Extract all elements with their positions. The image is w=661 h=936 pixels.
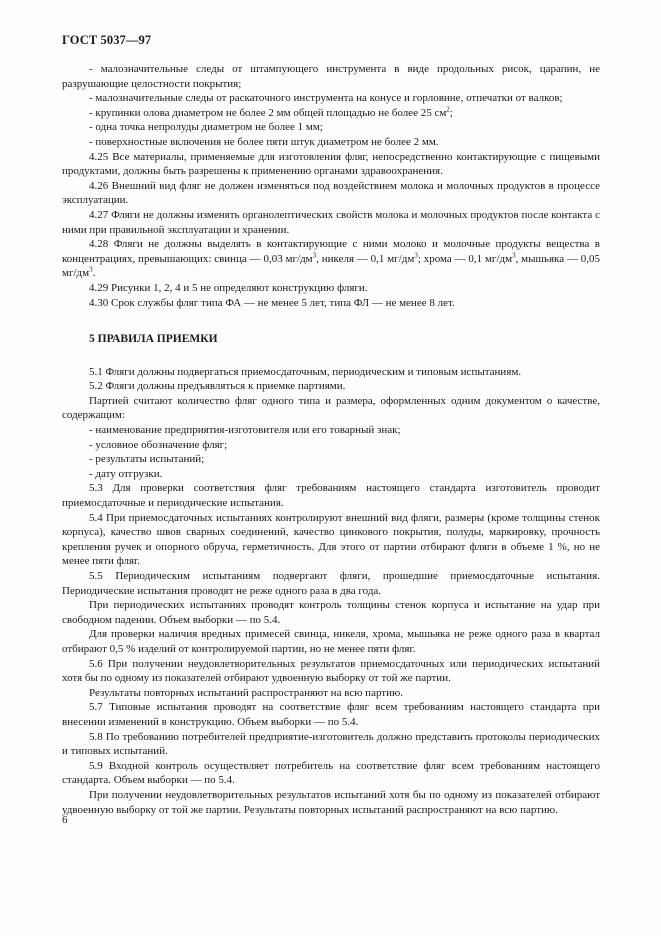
list-item: - условное обозначение фляг; — [89, 438, 228, 451]
clause-5-9: 5.9 Входной контроль осуществляет потребитель на соответствие фляг всем требованиям настоящего стандарта. Объем выборки — по 5.4. — [62, 759, 600, 787]
paragraph: При периодических испытаниях проводят контроль толщины стенок корпуса и испытание на удар при свободном падении. Объем выборки — по 5.4. — [62, 599, 600, 626]
document-body — [62, 62, 600, 817]
clause-4-27: 4.27 Фляги не должны изменять органолептических свойств молока и молочных продуктов после контакта с ними при правильной эксплуатации и хранении. — [62, 208, 600, 236]
clause-5-8: 5.8 По требованию потребителей предприятие-изготовитель должно представить протоколы периодических и типовых испытаний. — [62, 730, 600, 758]
list-item: - крупинки олова диаметром не более 2 мм общей площадью не более 25 $см^2$; — [89, 105, 453, 119]
clause-5-1: 5.1 Фляги должны подвергаться приемосдаточным, периодическим и типовым испытаниям. — [89, 365, 522, 378]
clause-4-29: 4.29 Рисунки 1, 2, 4 и 5 не определяют конструкцию фляги. — [89, 281, 368, 294]
page-number: 6 — [62, 814, 68, 826]
paragraph: Партией считают количество фляг одного типа и размера, оформленных одним документом о качестве, содержащим: — [62, 394, 600, 422]
paragraph: Результаты повторных испытаний распространяют на всю партию. — [89, 686, 403, 699]
clause-4-30: 4.30 Срок службы фляг типа ФА — не менее 5 лет, типа ФЛ — не менее 8 лет. — [89, 296, 455, 309]
clause-4-26: 4.26 Внешний вид фляг не должен изменяться под воздействием молока и молочных продуктов в процессе эксплуатации. — [62, 179, 600, 207]
list-item: - малозначительные следы от штампующего инструмента в виде продольных рисок, царапин, не разрушающие целостности покрытия; — [62, 63, 600, 90]
clause-5-4: 5.4 При приемосдаточных испытаниях контролируют внешний вид фляги, размеры (кроме толщины стенок корпуса), качество швов сварных соединений, качество цинкового покрытия, полуды, маркировку, прочность крепления ручек и опорного обруча, герметичность. Для этого от партии отбирают фляги в объеме 1 %, но не менее пяти фляг. — [62, 511, 600, 568]
list-item: - поверхностные включения не более пяти штук диаметром не более 2 мм. — [89, 135, 439, 148]
clause-4-25: 4.25 Все материалы, применяемые для изготовления фляг, непосредственно контактирующие с пищевыми продуктами, должны быть разрешены к применению органами здравоохранения. — [62, 150, 600, 178]
clause-5-3: 5.3 Для проверки соответствия фляг требованиям настоящего стандарта изготовитель проводит приемосдаточные и периодические испытания. — [62, 482, 600, 510]
paragraph: При получении неудовлетворительных результатов испытаний хотя бы по одному из показателей отбирают удвоенную выборку от той же партии. Результаты повторных испытаний распространяют на всю партию. — [62, 788, 600, 816]
clause-5-6: 5.6 При получении неудовлетворительных результатов приемосдаточных или периодических испытаний хотя бы по одному из показателей отбирают удвоенную выборку от той же партии. — [62, 657, 600, 685]
list-item: - одна точка непролуды диаметром не более 1 мм; — [89, 121, 323, 134]
list-item: - наименование предприятия-изготовителя или его товарный знак; — [89, 424, 401, 437]
clause-5-7: 5.7 Типовые испытания проводят на соответствие фляг всем требованиям настоящего стандарта при внесении изменений в конструкцию. Объем выборки — по 5.4. — [62, 701, 600, 728]
paragraph: Для проверки наличия вредных примесей свинца, никеля, хрома, мышьяка не реже одного раза в квартал отбирают 0,5 % изделий от контролируемой партии, но не менее пяти фляг. — [62, 628, 600, 655]
list-item: - дату отгрузки. — [89, 467, 163, 480]
document-code: ГОСТ 5037—97 — [62, 33, 152, 47]
clause-5-5: 5.5 Периодическим испытаниям подвергают фляги, прошедшие приемосдаточные испытания. Периодические испытания проводят не реже одного раза в два года. — [62, 570, 600, 597]
clause-4-28: 4.28 Фляги не должны выделять в контактирующие с ними молоко и молочные продукты вещества в концентрациях, превышающих: свинца — 0,03 $мг/дм^3$, никеля — 0,1 $мг/дм^3$; хрома — 0,1 $мг/дм^3$, мышьяка — 0,05 $мг/дм^3$. — [62, 238, 600, 280]
list-item: - результаты испытаний; — [89, 453, 205, 466]
list-item: - малозначительные следы от раскаточного инструмента на конусе и горловине, отпечатки от валков; — [89, 92, 563, 105]
section-title: 5 ПРАВИЛА ПРИЕМКИ — [89, 333, 218, 346]
clause-5-2: 5.2 Фляги должны предъявляться к приемке партиями. — [89, 380, 346, 393]
